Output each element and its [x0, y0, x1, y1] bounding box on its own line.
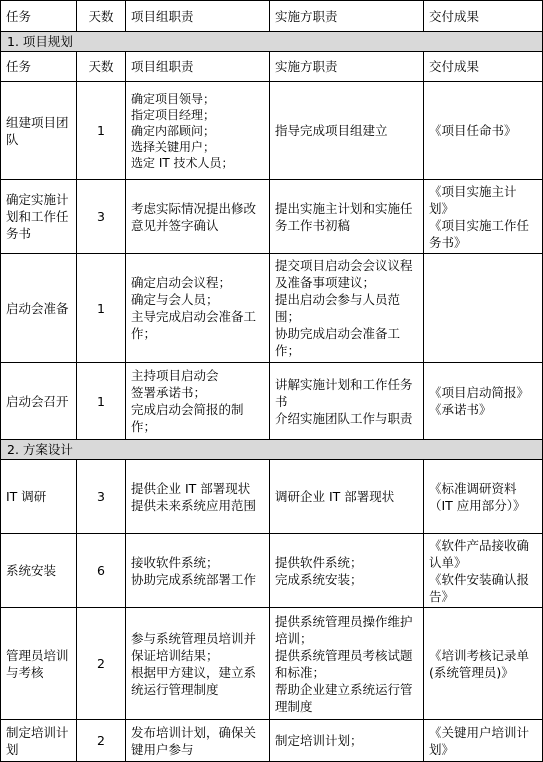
impl-duties-cell: 调研企业 IT 部署现状: [270, 460, 424, 534]
deliverables-cell: 《项目任命书》: [424, 82, 543, 180]
deliverables-cell: 《软件产品接收确认单》 《软件安装确认报告》: [424, 534, 543, 608]
task-cell: 组建项目团队: [1, 82, 77, 180]
team-duties-cell: 主持项目启动会 签署承诺书； 完成启动会简报的制作；: [126, 363, 270, 440]
table-row: [1, 608, 543, 720]
deliverables-cell: 《项目启动简报》 《承诺书》: [424, 363, 543, 440]
section-row: [1, 440, 543, 460]
days-cell: 6: [77, 534, 126, 608]
subheader-days: 天数: [77, 52, 126, 82]
days-cell: 1: [77, 254, 126, 363]
header-deliverables: 交付成果: [424, 1, 543, 32]
team-duties-cell: 接收软件系统； 协助完成系统部署工作: [126, 534, 270, 608]
subheader-team-duties: 项目组职责: [126, 52, 270, 82]
impl-duties-cell: 制定培训计划；: [270, 720, 424, 762]
header-days: 天数: [77, 1, 126, 32]
days-cell: 2: [77, 720, 126, 762]
days-cell: 2: [77, 608, 126, 720]
deliverables-cell: 《标准调研资料（IT 应用部分）》: [424, 460, 543, 534]
subheader-task: 任务: [1, 52, 77, 82]
subheader-impl-duties: 实施方职责: [270, 52, 424, 82]
days-cell: 3: [77, 460, 126, 534]
impl-duties-cell: 提交项目启动会会议议程及准备事项建议； 提出启动会参与人员范围； 协助完成启动会准备工作；: [270, 254, 424, 363]
days-cell: 1: [77, 82, 126, 180]
team-duties-cell: 考虑实际情况提出修改意见并签字确认: [126, 180, 270, 254]
days-cell: 3: [77, 180, 126, 254]
team-duties-cell: 提供企业 IT 部署现状 提供未来系统应用范围: [126, 460, 270, 534]
deliverables-cell: 《关键用户培训计划》: [424, 720, 543, 762]
deliverables-cell: 《培训考核记录单(系统管理员)》: [424, 608, 543, 720]
impl-duties-cell: 提出实施主计划和实施任务工作书初稿: [270, 180, 424, 254]
task-cell: 管理员培训与考核: [1, 608, 77, 720]
header-row: [1, 1, 543, 32]
section-row: [1, 32, 543, 52]
task-cell: 系统安装: [1, 534, 77, 608]
team-duties-cell: 参与系统管理员培训并保证培训结果； 根据甲方建议，建立系统运行管理制度: [126, 608, 270, 720]
header-team-duties: 项目组职责: [126, 1, 270, 32]
subheader-row: [1, 52, 543, 82]
impl-duties-cell: 讲解实施计划和工作任务书 介绍实施团队工作与职责: [270, 363, 424, 440]
section-title: 2. 方案设计: [1, 440, 543, 460]
header-impl-duties: 实施方职责: [270, 1, 424, 32]
table-row: [1, 254, 543, 363]
deliverables-cell: 《项目实施主计划》 《项目实施工作任务书》: [424, 180, 543, 254]
deliverables-cell: [424, 254, 543, 363]
impl-duties-cell: 提供软件系统； 完成系统安装；: [270, 534, 424, 608]
subheader-deliverables: 交付成果: [424, 52, 543, 82]
days-cell: 1: [77, 363, 126, 440]
table-row: [1, 363, 543, 440]
task-cell: IT 调研: [1, 460, 77, 534]
header-task: 任务: [1, 1, 77, 32]
task-cell: 确定实施计划和工作任务书: [1, 180, 77, 254]
table-row: [1, 82, 543, 180]
team-duties-cell: 确定项目领导； 指定项目经理； 确定内部顾问； 选择关键用户； 选定 IT 技术人员；: [126, 82, 270, 180]
task-cell: 启动会召开: [1, 363, 77, 440]
team-duties-cell: 确定启动会议程； 确定与会人员； 主导完成启动会准备工作；: [126, 254, 270, 363]
table-row: [1, 720, 543, 762]
task-cell: 启动会准备: [1, 254, 77, 363]
impl-duties-cell: 指导完成项目组建立: [270, 82, 424, 180]
table-row: [1, 534, 543, 608]
task-cell: 制定培训计划: [1, 720, 77, 762]
team-duties-cell: 发布培训计划，确保关键用户参与: [126, 720, 270, 762]
table-row: [1, 460, 543, 534]
section-title: 1. 项目规划: [1, 32, 543, 52]
table-row: [1, 180, 543, 254]
impl-duties-cell: 提供系统管理员操作维护培训； 提供系统管理员考核试题和标准； 帮助企业建立系统运行管理制度: [270, 608, 424, 720]
